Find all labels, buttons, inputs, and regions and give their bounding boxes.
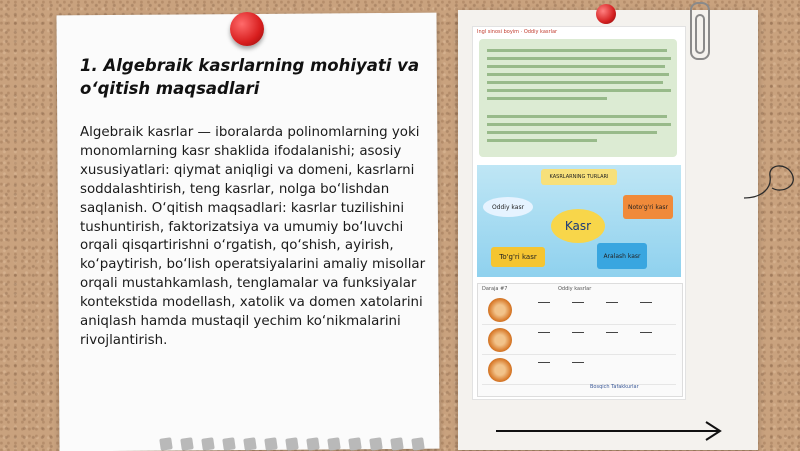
diagram-node-aralash: Aralash kasr	[597, 243, 647, 269]
push-pin-icon	[230, 12, 264, 46]
diagram-title-node: KASRLARNING TURLARI	[541, 169, 617, 185]
table-header-1: Daraja #7	[482, 286, 508, 292]
slide-title: 1. Algebraik kasrlarning mohiyati va o‘qitish maqsadlari	[80, 56, 420, 98]
table-row	[482, 326, 676, 355]
doodle-swirl-icon	[742, 158, 800, 208]
push-pin-small-icon	[596, 4, 616, 24]
diagram-node-oddiy: Oddiy kasr	[483, 197, 533, 217]
table-header-2: Oddiy kasrlar	[558, 286, 592, 292]
diagram-node-togri: To'g'ri kasr	[491, 247, 545, 267]
textbook-text-box	[479, 39, 677, 157]
table-row	[482, 356, 676, 385]
arrow-right-icon	[494, 420, 724, 442]
fraction-types-diagram	[477, 165, 681, 277]
paper-clip-icon	[690, 2, 710, 60]
table-row	[482, 296, 676, 325]
textbook-header: Ingl sinosi boyim · Oddiy kasrlar	[477, 29, 558, 35]
slide-body: Algebraik kasrlar — iboralarda polinomlarning yoki monomlarning kasr shaklida ifodalanishi; asosiy xususiyatlari: qiymat aniqligi va domeni, kasrlarni soddalashtirish, teng kasrlar, nolga bo‘lishdan saqlanish. O‘qitish maqsadlari: kasrlar tuzilishini tushuntirish, faktorizatsiya va umumiy bo‘luvchi orqali qisqartirishni o‘rgatish, qo‘shish, ayirish, ko‘paytirish, bo‘lish operatsiyalarini amaliy misollar orqali mustahkamlash, tenglamalar va funksiyalar kontekstida modellash, xatolik va domen xatolarini aniqlash hamda mustaqil yechim ko‘nikmalarini rivojlantirish.	[80, 125, 426, 348]
diagram-node-notogri: Noto'g'ri kasr	[623, 195, 673, 219]
diagram-center-node: Kasr	[551, 209, 605, 243]
exercise-table	[477, 283, 683, 397]
textbook-image	[472, 26, 686, 400]
textbook-footer: Bosqich Tafakkurlar	[590, 384, 639, 390]
torn-edge	[160, 402, 440, 450]
